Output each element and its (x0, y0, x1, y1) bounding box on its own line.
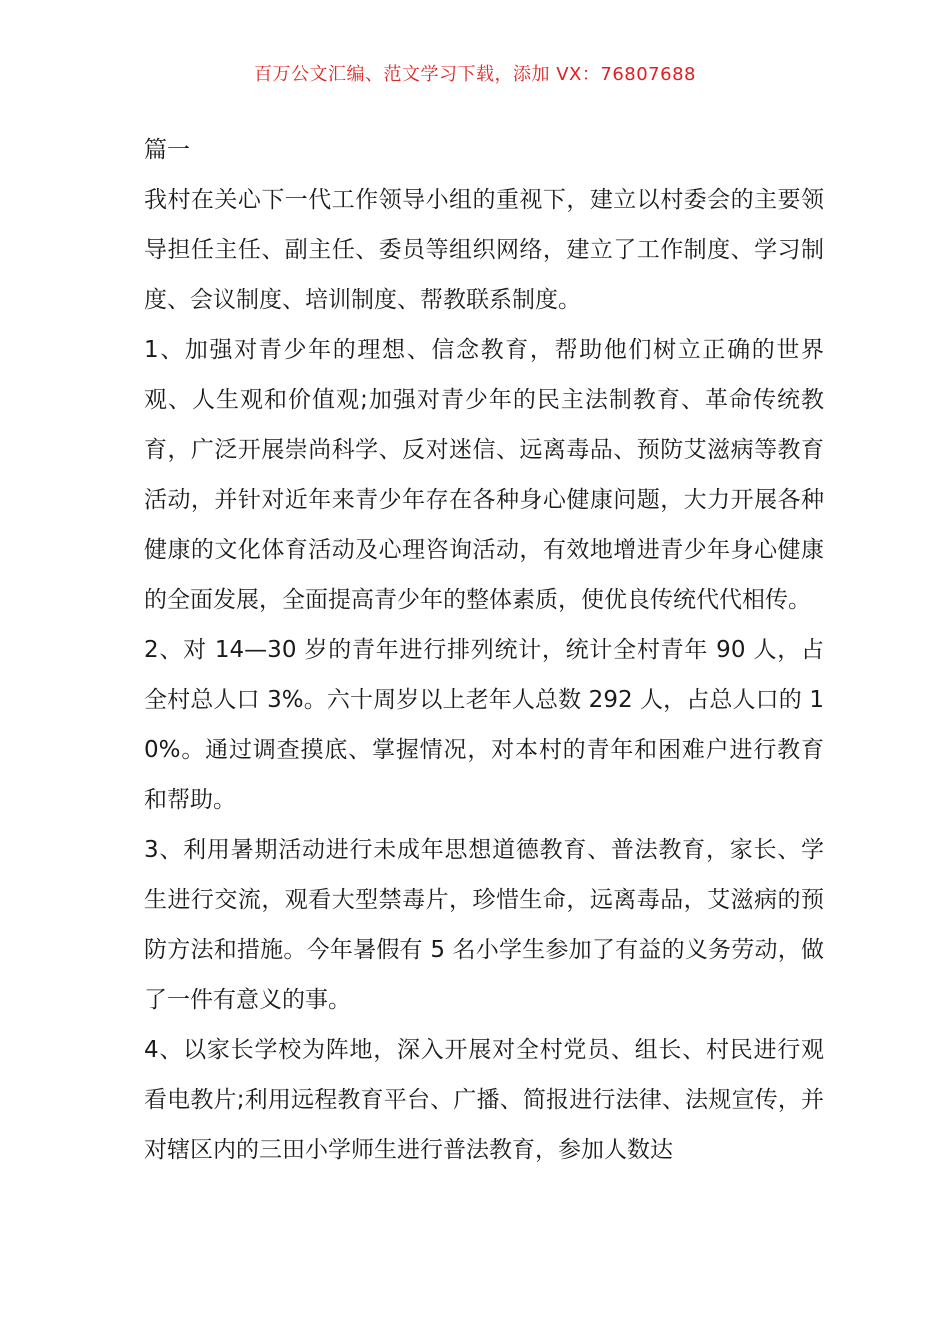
section-title: 篇一 (144, 137, 190, 163)
paragraph-item-3: 3、利用暑期活动进行未成年思想道德教育、普法教育，家长、学生进行交流，观看大型禁毒片，珍惜生命，远离毒品，艾滋病的预防方法和措施。今年暑假有 5 名小学生参加了有益的义务劳动，做了一件有意义的事。 (144, 837, 824, 1013)
document-body (144, 125, 824, 1175)
paragraph-item-2: 2、对 14—30 岁的青年进行排列统计，统计全村青年 90 人，占全村总人口 3%。六十周岁以上老年人总数 292 人，占总人口的 10%。通过调查摸底、掌握情况，对本村的青年和困难户进行教育和帮助。 (144, 637, 824, 813)
paragraph-item-1: 1、加强对青少年的理想、信念教育，帮助他们树立正确的世界观、人生观和价值观;加强对青少年的民主法制教育、革命传统教育，广泛开展崇尚科学、反对迷信、远离毒品、预防艾滋病等教育活动，并针对近年来青少年存在各种身心健康问题，大力开展各种健康的文化体育活动及心理咨询活动，有效地增进青少年身心健康的全面发展，全面提高青少年的整体素质，使优良传统代代相传。 (144, 337, 824, 613)
paragraph-intro: 我村在关心下一代工作领导小组的重视下，建立以村委会的主要领导担任主任、副主任、委员等组织网络，建立了工作制度、学习制度、会议制度、培训制度、帮教联系制度。 (144, 187, 824, 313)
paragraph-item-4: 4、以家长学校为阵地，深入开展对全村党员、组长、村民进行观看电教片;利用远程教育平台、广播、简报进行法律、法规宣传，并对辖区内的三田小学师生进行普法教育，参加人数达 (144, 1037, 824, 1163)
header-banner: 百万公文汇编、范文学习下载，添加 VX：76807688 (254, 64, 696, 85)
